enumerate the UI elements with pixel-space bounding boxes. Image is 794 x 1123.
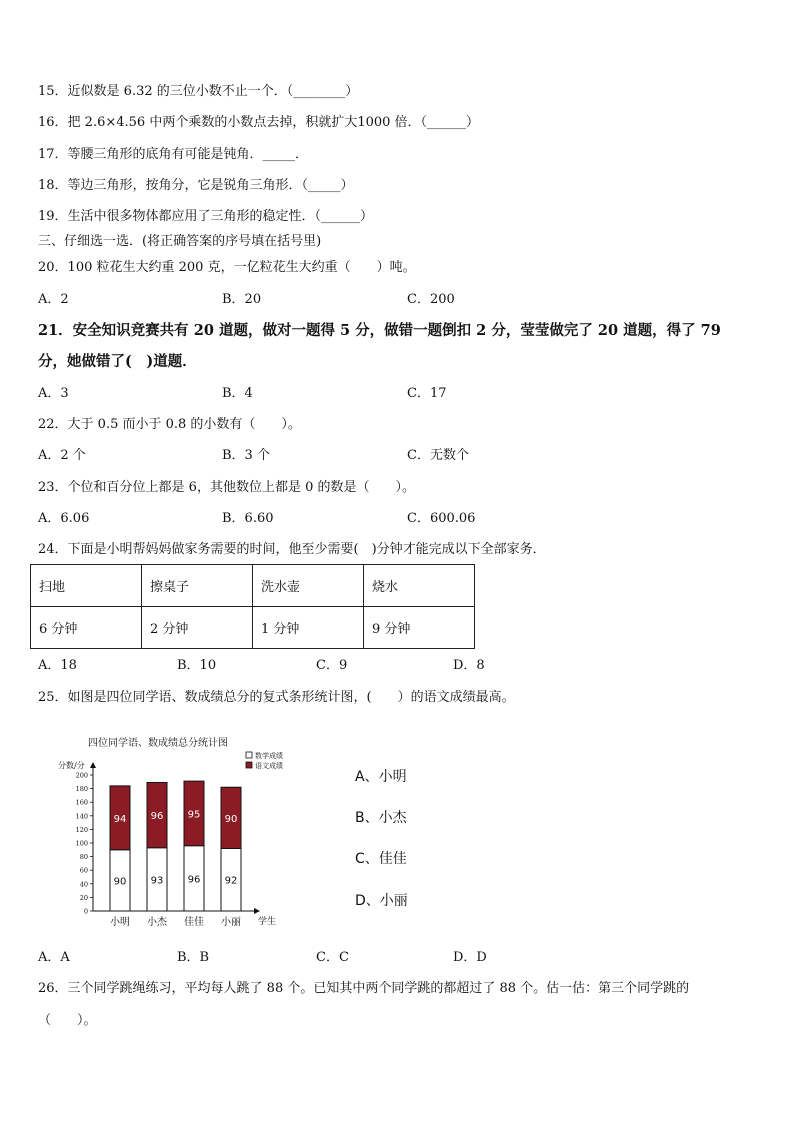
y-tick-label: 80 xyxy=(79,853,88,862)
q24-option-c: C．9 xyxy=(316,658,348,673)
q23: 23．个位和百分位上都是 6，其他数位上都是 0 的数是（ ）。 xyxy=(38,480,415,495)
table-cell: 擦桌子 xyxy=(142,565,253,607)
y-tick-label: 0 xyxy=(83,907,88,916)
x-axis-arrow xyxy=(254,908,260,914)
q25-option-b: B．B xyxy=(177,950,210,965)
bar-value-label: 94 xyxy=(113,813,127,825)
choice-b-label: B、小杰 xyxy=(355,810,407,826)
table-cell: 6 分钟 xyxy=(31,607,142,649)
category-label: 小杰 xyxy=(147,917,167,928)
bar-value-label: 90 xyxy=(113,876,127,888)
bar-value-label: 90 xyxy=(224,813,238,825)
q20: 20．100 粒花生大约重 200 克，一亿粒花生大约重（ ）吨。 xyxy=(38,260,416,275)
q23-option-a: A．6.06 xyxy=(38,511,90,526)
q26-line-2: （ ）。 xyxy=(38,1013,97,1028)
x-axis-label: 学生 xyxy=(258,917,277,927)
bar-value-label: 95 xyxy=(187,809,201,821)
bar-value-label: 96 xyxy=(150,811,164,823)
y-tick-label: 100 xyxy=(75,839,88,848)
table-cell: 1 分钟 xyxy=(253,607,364,649)
bar-value-label: 96 xyxy=(187,874,201,886)
q22-option-a: A．2 个 xyxy=(38,448,86,463)
legend-swatch xyxy=(246,762,252,768)
y-tick-label: 140 xyxy=(75,812,88,821)
legend-label: 数学成绩 xyxy=(255,752,283,760)
q26-line-1: 26．三个同学跳绳练习，平均每人跳了 88 个。已知其中两个同学跳的都超过了 88 个。估一估：第三个同学跳的 xyxy=(38,981,690,996)
q23-option-b: B．6.60 xyxy=(222,511,274,526)
table-cell: 2 分钟 xyxy=(142,607,253,649)
bar-value-label: 92 xyxy=(224,875,238,887)
q24-option-d: D．8 xyxy=(453,658,485,673)
q17: 17．等腰三角形的底角有可能是钝角．_____． xyxy=(38,147,309,162)
q22: 22．大于 0.5 而小于 0.8 的小数有（ ）。 xyxy=(38,417,301,432)
q16: 16．把 2.6×4.56 中两个乘数的小数点去掉，积就扩大1000 倍．（______） xyxy=(38,115,480,130)
q21-line-2: 分，她做错了( )道题． xyxy=(38,353,197,370)
table-cell: 烧水 xyxy=(364,565,475,607)
q25-option-a: A．A xyxy=(38,950,70,965)
y-tick-label: 20 xyxy=(79,893,88,902)
y-tick-label: 40 xyxy=(79,880,88,889)
q22-option-b: B．3 个 xyxy=(222,448,270,463)
table-cell: 9 分钟 xyxy=(364,607,475,649)
y-tick-label: 160 xyxy=(75,798,88,807)
y-tick-label: 120 xyxy=(75,825,88,834)
choice-a-label: A、小明 xyxy=(355,769,407,785)
q21-option-c: C．17 xyxy=(407,386,447,401)
q24-option-b: B．10 xyxy=(177,658,217,673)
q20-option-c: C．200 xyxy=(407,292,455,307)
y-tick-label: 60 xyxy=(79,866,88,875)
q25: 25．如图是四位同学语、数成绩总分的复式条形统计图，( ）的语文成绩最高。 xyxy=(38,690,515,705)
q21-option-a: A．3 xyxy=(38,386,69,401)
chart-title: 四位同学语、数成绩总分统计图 xyxy=(88,738,228,749)
section-3-heading: 三、仔细选一选．(将正确答案的序号填在括号里) xyxy=(38,234,322,249)
q15: 15．近似数是 6.32 的三位小数不止一个．（________） xyxy=(38,84,359,99)
y-axis-arrow xyxy=(90,762,96,768)
choice-c-label: C、佳佳 xyxy=(355,851,407,867)
q21-line-1: 21．安全知识竞赛共有 20 道题，做对一题得 5 分，做错一题倒扣 2 分，莹莹做完了 20 道题，得了 79 xyxy=(38,322,721,339)
q25-option-d: D．D xyxy=(453,950,487,965)
q25-option-c: C．C xyxy=(316,950,349,965)
bar-value-label: 93 xyxy=(150,875,164,887)
stacked-bar-chart xyxy=(58,728,308,933)
q24-option-a: A．18 xyxy=(38,658,77,673)
category-label: 佳佳 xyxy=(184,917,204,928)
q20-option-a: A．2 xyxy=(38,292,69,307)
q18: 18．等边三角形，按角分，它是锐角三角形．（_____） xyxy=(38,178,354,193)
q22-option-c: C．无数个 xyxy=(407,448,469,463)
y-tick-label: 200 xyxy=(75,771,88,780)
y-axis-label: 分数/分 xyxy=(58,761,85,770)
legend-label: 语文成绩 xyxy=(255,762,283,770)
legend-swatch xyxy=(246,752,252,758)
table-row xyxy=(31,607,475,649)
q24: 24．下面是小明帮妈妈做家务需要的时间，他至少需要( )分钟才能完成以下全部家务． xyxy=(38,542,546,557)
y-tick-label: 180 xyxy=(75,785,88,794)
table-cell: 扫地 xyxy=(31,565,142,607)
choice-d-label: D、小丽 xyxy=(355,893,408,909)
q20-option-b: B．20 xyxy=(222,292,262,307)
q19: 19．生活中很多物体都应用了三角形的稳定性．（______） xyxy=(38,209,374,224)
category-label: 小丽 xyxy=(221,917,241,928)
table-row xyxy=(31,565,475,607)
chores-table xyxy=(30,564,475,649)
q23-option-c: C．600.06 xyxy=(407,511,476,526)
table-cell: 洗水壶 xyxy=(253,565,364,607)
category-label: 小明 xyxy=(110,917,130,928)
q21-option-b: B．4 xyxy=(222,386,253,401)
